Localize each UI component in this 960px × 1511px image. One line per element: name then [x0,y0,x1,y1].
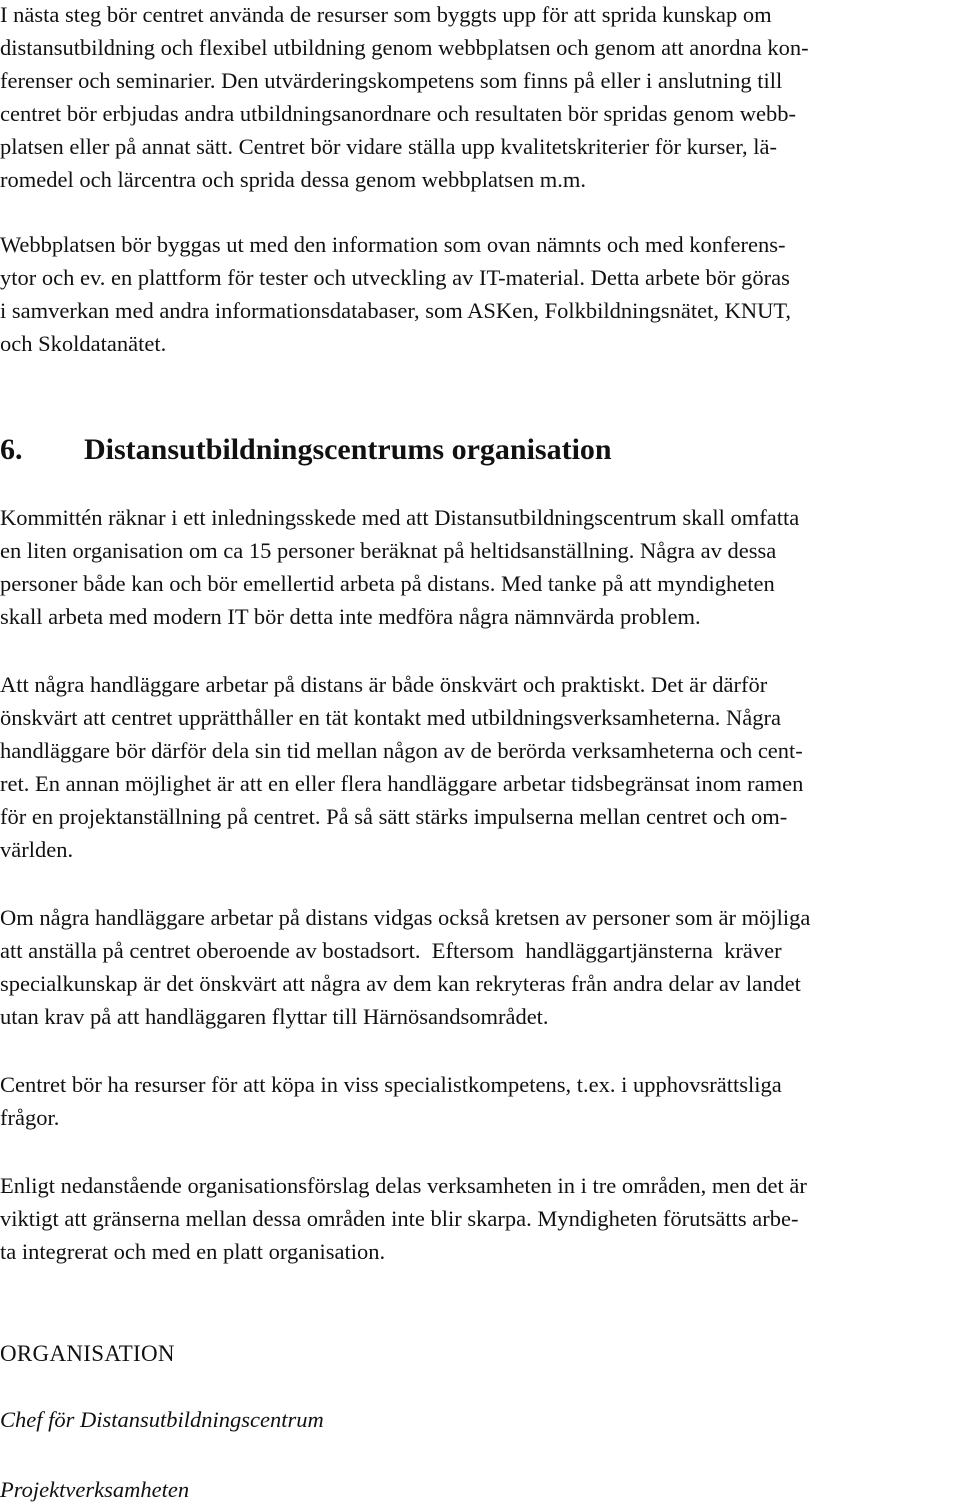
paragraph-4-line-1: Att några handläggare arbetar på distans är både önskvärt och praktiskt. Det är därför [0,672,768,697]
paragraph-4-line-5: för en projektanställning på centret. På så sätt stärks impulserna mellan centret och om- [0,804,788,829]
paragraph-7-line-2: viktigt att gränserna mellan dessa områden inte blir skarpa. Myndigheten förutsätts arbe- [0,1206,799,1231]
paragraph-6-line-2: frågor. [0,1105,60,1130]
paragraph-7-line-1: Enligt nedanstående organisationsförslag delas verksamheten in i tre områden, men det är [0,1173,807,1198]
paragraph-6-line-1: Centret bör ha resurser för att köpa in viss specialistkompetens, t.ex. i upphovsrättsliga [0,1072,782,1097]
paragraph-4-line-6: världen. [0,837,74,862]
paragraph-5-line-3: specialkunskap är det önskvärt att några av dem kan rekryteras från andra delar av landet [0,971,801,996]
paragraph-1-line-3: ferenser och seminarier. Den utvärderingskompetens som finns på eller i anslutning till [0,68,783,93]
paragraph-3-line-3: personer både kan och bör emellertid arbeta på distans. Med tanke på att myndigheten [0,571,775,596]
chef-label: Chef för Distansutbildningscentrum [0,1407,324,1432]
paragraph-1-line-5: platsen eller på annat sätt. Centret bör vidare ställa upp kvalitetskriterier för kurser, lä- [0,134,777,159]
paragraph-5-line-4: utan krav på att handläggaren flyttar till Härnösandsområdet. [0,1004,549,1029]
paragraph-3-line-2: en liten organisation om ca 15 personer beräknat på heltidsanställning. Några av dessa [0,538,777,563]
paragraph-4-line-4: ret. En annan möjlighet är att en eller flera handläggare arbetar tidsbegränsat inom ramen [0,771,804,796]
paragraph-2-line-3: i samverkan med andra informationsdatabaser, som ASKen, Folkbildningsnätet, KNUT, [0,298,792,323]
paragraph-5-line-1: Om några handläggare arbetar på distans vidgas också kretsen av personer som är möjliga [0,905,811,930]
paragraph-4-line-2: önskvärt att centret upprätthåller en tät kontakt med utbildningsverksamheterna. Några [0,705,781,730]
paragraph-1-line-1: I nästa steg bör centret använda de resurser som byggts upp för att sprida kunskap om [0,2,772,27]
section-heading [0,430,612,470]
paragraph-2-line-2: ytor och ev. en plattform för tester och utveckling av IT-material. Detta arbete bör göras [0,265,790,290]
paragraph-4-line-3: handläggare bör därför dela sin tid mellan någon av de berörda verksamheterna och cent- [0,738,803,763]
paragraph-3-line-1: Kommittén räknar i ett inledningsskede med att Distansutbildningscentrum skall omfatta [0,505,800,530]
section-title: Distansutbildningscentrums organisation [84,433,612,466]
organisation-label: ORGANISATION [0,1341,175,1366]
paragraph-2-line-1: Webbplatsen bör byggas ut med den information som ovan nämnts och med konferens- [0,232,786,257]
paragraph-2-line-4: och Skoldatanätet. [0,331,167,356]
projekt-label: Projektverksamheten [0,1477,190,1502]
section-number: 6. [0,433,23,466]
paragraph-3-line-4: skall arbeta med modern IT bör detta inte medföra några nämnvärda problem. [0,604,701,629]
paragraph-1-line-2: distansutbildning och flexibel utbildning genom webbplatsen och genom att anordna kon- [0,35,809,60]
paragraph-7-line-3: ta integrerat och med en platt organisation. [0,1239,386,1264]
paragraph-1-line-4: centret bör erbjudas andra utbildningsanordnare och resultaten bör spridas genom webb- [0,101,796,126]
paragraph-1-line-6: romedel och lärcentra och sprida dessa genom webbplatsen m.m. [0,167,587,192]
paragraph-5-line-2: att anställa på centret oberoende av bostadsort. Eftersom handläggartjänsterna kräver [0,938,782,963]
